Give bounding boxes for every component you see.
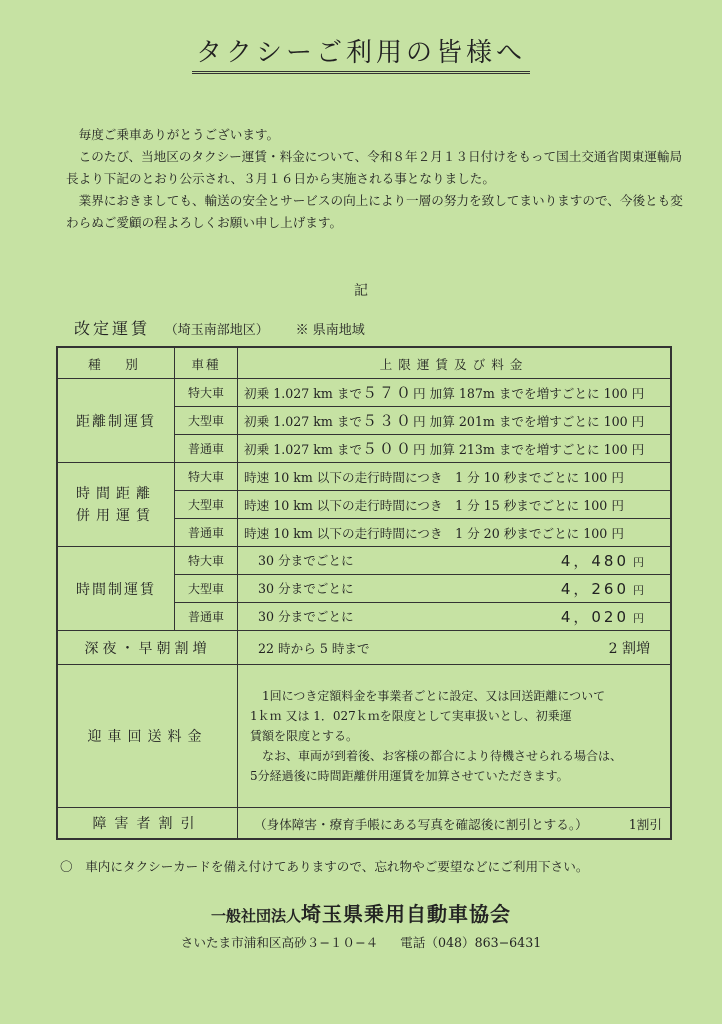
pickup-line: 1回につき定額料金を事業者ごとに設定、又は回送距離について xyxy=(262,689,606,703)
fare-cell xyxy=(238,435,672,463)
category-night: 深夜・早朝割増 xyxy=(57,631,238,665)
table-row xyxy=(57,463,671,491)
car-type: 普通車 xyxy=(175,603,238,631)
car-type: 普通車 xyxy=(175,519,238,547)
heading-region: （埼玉南部地区） xyxy=(164,323,269,338)
category-disability: 障害者割引 xyxy=(57,808,238,840)
intro-paragraph: 業界におきましても、輸送の安全とサービスの向上により一層の努力を致してまいりますので、今後とも変わらぬご愛顧の程よろしくお願い申し上げます。 xyxy=(66,193,683,230)
pickup-line: 賃額を限度とする。 xyxy=(250,729,359,743)
heading-note: ※ 県南地域 xyxy=(295,323,365,338)
heading-main: 改定運賃 xyxy=(74,319,151,338)
fare-amount xyxy=(561,578,644,599)
fare-value: ５７０ xyxy=(362,384,414,402)
amount-value: 4，260 xyxy=(560,580,629,598)
fare-cell xyxy=(238,603,672,631)
fare-cell: 時速 10 km 以下の走行時間につき 1 分 15 秒までごとに 100 円 xyxy=(238,491,672,519)
fare-cell: 時速 10 km 以下の走行時間につき 1 分 20 秒までごとに 100 円 xyxy=(238,519,672,547)
table-row xyxy=(57,631,671,665)
car-type: 普通車 xyxy=(175,435,238,463)
yen-unit: 円 xyxy=(413,386,426,401)
ki-mark: 記 xyxy=(354,283,368,299)
car-type: 特大車 xyxy=(175,379,238,407)
table-row xyxy=(57,547,671,575)
pickup-cell xyxy=(238,665,672,808)
fare-text: 30 分までごとに xyxy=(258,609,354,624)
intro-paragraph: このたび、当地区のタクシー運賃・料金について、令和８年２月１３日付けをもって国土交通省関東運輸局長より下記のとおり公示され、３月１６日から実施される事となりました。 xyxy=(66,149,683,186)
fare-heading xyxy=(74,316,365,339)
category-line: 時間距離 xyxy=(76,485,156,502)
car-type: 大型車 xyxy=(175,575,238,603)
header-fare: 上限運賃及び料金 xyxy=(238,347,672,379)
table-header-row xyxy=(57,347,671,379)
table-row xyxy=(57,665,671,808)
fare-text: 初乗 1.027 km まで xyxy=(244,386,363,401)
fare-cell xyxy=(238,575,672,603)
car-type: 特大車 xyxy=(175,547,238,575)
fare-cell xyxy=(238,407,672,435)
amount-value: 4，480 xyxy=(560,552,629,570)
address: さいたま市浦和区高砂３−１０−４ xyxy=(180,935,379,950)
night-value: 2 割増 xyxy=(608,640,650,657)
fare-add: 加算 187m までを増すごとに 100 円 xyxy=(429,386,645,401)
fare-amount xyxy=(561,550,644,571)
yen-unit: 円 xyxy=(633,556,644,569)
organization-name xyxy=(0,898,722,927)
page-title xyxy=(0,32,722,74)
intro-section xyxy=(66,124,686,234)
disability-text: （身体障害・療育手帳にある写真を確認後に割引とする。） xyxy=(254,816,588,832)
amount-value: 4，020 xyxy=(560,608,629,626)
fare-value: ５００ xyxy=(362,440,414,458)
yen-unit: 円 xyxy=(633,584,644,597)
disability-value: 1割引 xyxy=(628,816,662,832)
fare-cell xyxy=(238,547,672,575)
fare-cell xyxy=(238,379,672,407)
fare-value: ５３０ xyxy=(362,412,414,430)
intro-paragraph: 毎度ご乗車ありがとうございます。 xyxy=(78,127,280,142)
org-main-name: 埼玉県乗用自動車協会 xyxy=(301,902,511,926)
fare-add: 加算 201m までを増すごとに 100 円 xyxy=(429,414,645,429)
category-pickup: 迎車回送料金 xyxy=(57,665,238,808)
fare-add: 加算 213m までを増すごとに 100 円 xyxy=(429,442,645,457)
contact-info xyxy=(0,932,722,951)
car-type: 特大車 xyxy=(175,463,238,491)
fare-text: 初乗 1.027 km まで xyxy=(244,414,363,429)
fare-text: 30 分までごとに xyxy=(258,553,354,568)
table-row xyxy=(57,379,671,407)
category-distance: 距離制運賃 xyxy=(57,379,175,463)
yen-unit: 円 xyxy=(413,414,426,429)
footnote: 〇 車内にタクシーカードを備え付けてありますので、忘れ物やご要望などにご利用下さい。 xyxy=(60,859,589,874)
car-type: 大型車 xyxy=(175,491,238,519)
car-type: 大型車 xyxy=(175,407,238,435)
fare-cell: 時速 10 km 以下の走行時間につき 1 分 10 秒までごとに 100 円 xyxy=(238,463,672,491)
pickup-line: 1ｋｍ 又は 1．027ｋｍを限度として実車扱いとし、初乗運 xyxy=(250,709,572,723)
category-line: 併用運賃 xyxy=(76,507,156,524)
yen-unit: 円 xyxy=(413,442,426,457)
fare-amount xyxy=(561,606,644,627)
fare-text: 30 分までごとに xyxy=(258,581,354,596)
fare-cell xyxy=(238,631,672,665)
table-row xyxy=(57,808,671,840)
category-time: 時間制運賃 xyxy=(57,547,175,631)
yen-unit: 円 xyxy=(633,612,644,625)
page-title-text: タクシーご利用の皆様へ xyxy=(192,32,530,74)
pickup-line: 5分経過後に時間距離併用運賃を加算させていただきます。 xyxy=(250,769,569,783)
fare-text: 初乗 1.027 km まで xyxy=(244,442,363,457)
header-car: 車種 xyxy=(175,347,238,379)
fare-table xyxy=(56,346,672,840)
fare-cell xyxy=(238,808,672,840)
phone-number: 電話（048）863−6431 xyxy=(400,935,542,950)
category-combined xyxy=(57,463,175,547)
header-type: 種 別 xyxy=(57,347,175,379)
night-text: 22 時から 5 時まで xyxy=(258,640,370,656)
org-prefix: 一般社団法人 xyxy=(210,907,301,925)
pickup-line: なお、車両が到着後、お客様の都合により待機させられる場合は、 xyxy=(262,749,623,763)
